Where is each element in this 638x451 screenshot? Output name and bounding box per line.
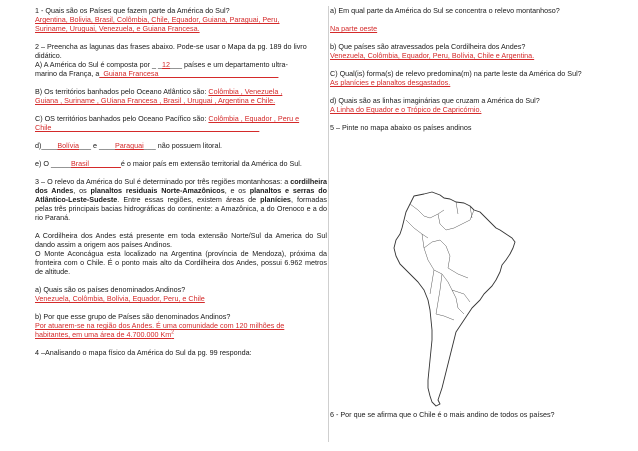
q3-part5: , formadas pelas três principais bacias hidrográficas do continente: a Amazônica, a do Orenoco e a do rio Paraná. bbox=[35, 195, 327, 222]
q3-paragraph3: O Monte Aconcágua esta localizado na Argentina (província de Mendoza), próxima da fronteira com o Chile. É o ponto mais alto da Cordilheira dos Andes, possui 6.962 metros de altitude. bbox=[35, 249, 327, 276]
ra-answer: Na parte oeste bbox=[330, 24, 378, 33]
left-column bbox=[35, 6, 327, 357]
q2b-text: B) Os territórios banhados pelo Oceano Atlântico são: bbox=[35, 87, 207, 96]
q2a-line1 bbox=[35, 60, 327, 69]
qb-question: b) Por que esse grupo de Países são denominados Andinos? bbox=[35, 312, 231, 321]
q2d-mid: ___ e ____ bbox=[78, 141, 115, 150]
q5-text: 5 – Pinte no mapa abaixo os países andinos bbox=[330, 123, 472, 132]
qa-question: a) Quais são os países denominados Andinos? bbox=[35, 285, 186, 294]
q3-paragraph2: A Cordilheira dos Andes está presente em toda extensão Norte/Sul da America do Sul dando assim a origem aos países Andinos. bbox=[35, 231, 327, 249]
q6-block bbox=[330, 410, 610, 419]
q1-question: 1 - Quais são os Países que fazem parte da América do Sul? bbox=[35, 6, 230, 15]
q1-answer-line2: Suriname, Uruguai, Venezuela, e Guiana Francesa. bbox=[35, 24, 200, 33]
q2a-line2-prefix: marino da França, a bbox=[35, 69, 100, 78]
q2c-text: C) OS territórios banhados pelo Oceano Pacífico são: bbox=[35, 114, 207, 123]
q1-answer-line1: Argentina, Bolivia, Brasil, Colômbia, Chile, Equador, Guiana, Paraguai, Peru, bbox=[35, 15, 280, 24]
q2-intro-line1: 2 – Preencha as lagunas das frases abaixo. Pode-se usar o Mapa da pg. 189 do livro bbox=[35, 42, 307, 51]
q2b-answer-line2: Guiana , Suriname , GUiana Francesa , Brasil , Uruguai , Argentina e Chile. bbox=[35, 96, 276, 105]
south-america-outline-map[interactable] bbox=[384, 190, 519, 410]
q2e-answer: Brasil________ bbox=[70, 159, 121, 168]
rc-answer: As planícies e planaltos desgastados. bbox=[330, 78, 451, 87]
q6-text: 6 - Por que se afirma que o Chile é o mais andino de todos os países? bbox=[330, 410, 555, 419]
ra-question: a) Em qual parte da América do Sul se concentra o relevo montanhoso? bbox=[330, 6, 560, 15]
q2d-answer2: Paraguai bbox=[114, 141, 144, 150]
q3-bold4: planícies bbox=[260, 195, 291, 204]
q4-question: 4 –Analisando o mapa físico da América do Sul da pg. 99 responda: bbox=[35, 348, 252, 357]
q2c-answer-line2: Chile____________________________________________________ bbox=[35, 123, 260, 132]
q2c-line1 bbox=[35, 114, 327, 123]
q2b-line1 bbox=[35, 87, 327, 96]
q3-part2: , os bbox=[73, 186, 87, 195]
q2e-line bbox=[35, 159, 327, 168]
q2a-prefix: A) A América do Sul é composta por _ _ bbox=[35, 60, 163, 69]
q2a-answer: _Guiana Francesa______________________________ bbox=[99, 69, 279, 78]
q2d-answer1: Bolívia bbox=[57, 141, 79, 150]
qb-answer-line2-text: habitantes, em uma área de 4.700.000 Km bbox=[35, 330, 172, 339]
qb-answer-line2 bbox=[35, 330, 327, 339]
q3-bold2: planaltos residuais Norte-Amazônicos bbox=[90, 186, 225, 195]
q3-part1: 3 – O relevo da América do Sul é determinado por três regiões montanhosas: a bbox=[35, 177, 289, 186]
q2e-suffix: é o maior país em extensão territorial da América do Sul. bbox=[120, 159, 302, 168]
q3-paragraph bbox=[35, 177, 327, 222]
qb-superscript: 2 bbox=[171, 329, 175, 336]
q2a-line2 bbox=[35, 69, 327, 78]
q2d-suffix: ___ não possuem litoral. bbox=[143, 141, 223, 150]
q3-part3: , e os bbox=[224, 186, 246, 195]
q2d-line bbox=[35, 141, 327, 150]
rb-question: b) Que países são atravessados pela Cordilheira dos Andes? bbox=[330, 42, 526, 51]
column-divider bbox=[328, 6, 329, 442]
q2b-answer-line1: Colômbia , Venezuela , bbox=[208, 87, 283, 96]
qb-answer-line1: Por atuarem-se na região dos Andes. É uma comunidade com 120 milhões de bbox=[35, 321, 285, 330]
rb-answer: Venezuela, Colômbia, Equador, Peru, Bolívia, Chile e Argentina. bbox=[330, 51, 535, 60]
q2d-prefix: d)____ bbox=[35, 141, 58, 150]
q2a-number: 12 bbox=[162, 60, 171, 69]
rd-question: d) Quais são as linhas imaginárias que cruzam a América do Sul? bbox=[330, 96, 540, 105]
q3-bold3: planaltos e serras do Atlântico-Leste-Sudeste bbox=[35, 186, 328, 204]
continent-outline bbox=[394, 192, 515, 406]
q3-part4: . Entre essas regiões, existem áreas de bbox=[117, 195, 257, 204]
q2e-prefix: e) O _____ bbox=[35, 159, 71, 168]
q2c-answer-line1: Colômbia , Equador , Peru e bbox=[208, 114, 300, 123]
qa-answer: Venezuela, Colômbia, Bolívia, Equador, Peru, e Chile bbox=[35, 294, 205, 303]
rc-question: C) Qual(is) forma(s) de relevo predomina(m) na parte leste da América do Sul? bbox=[330, 69, 582, 78]
right-column bbox=[330, 6, 605, 132]
q3-bold1: cordilheira dos Andes bbox=[35, 177, 327, 195]
q2a-suffix: ___ países e um departamento ultra- bbox=[170, 60, 288, 69]
rd-answer: A Linha do Equador e o Trópico de Capricórnio. bbox=[330, 105, 482, 114]
q2-intro-line2: didático. bbox=[35, 51, 62, 60]
